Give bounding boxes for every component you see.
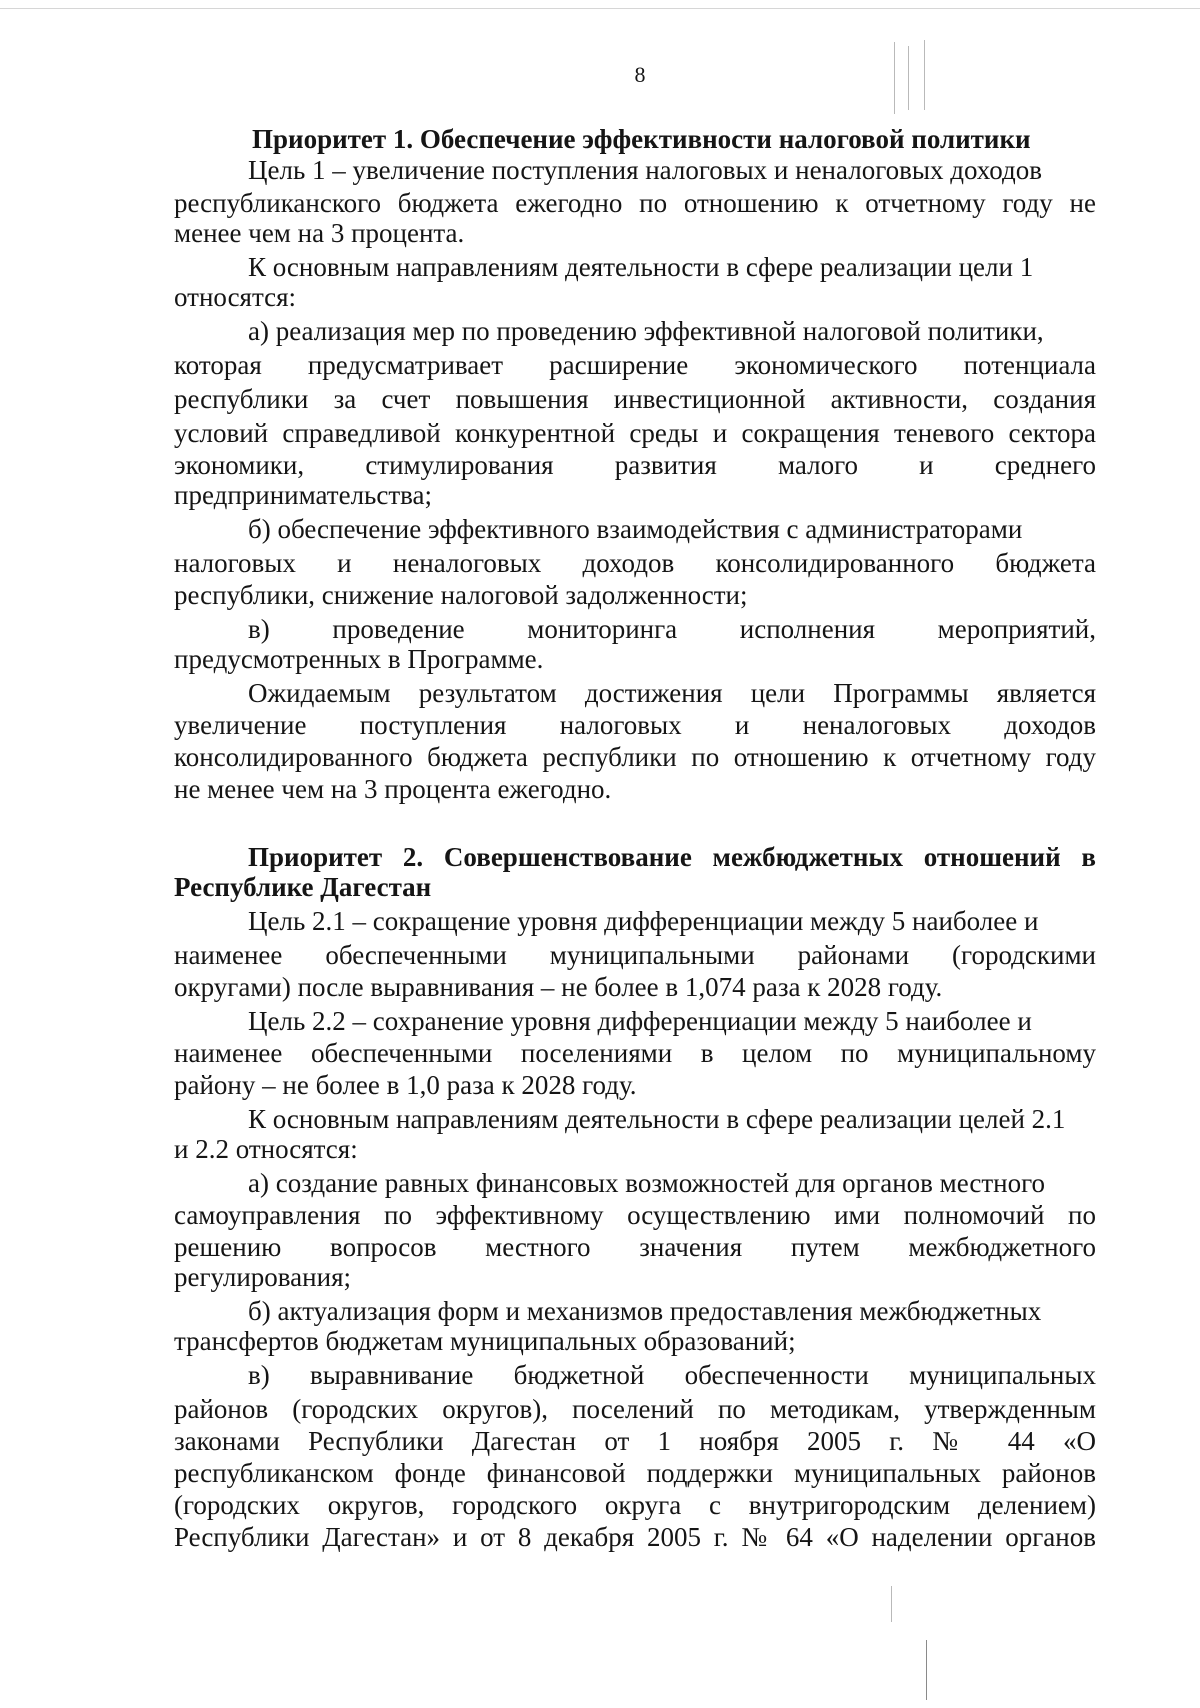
paragraph-line: экономики, стимулирования развития малого и среднего [174, 450, 1096, 480]
paragraph-line: а) реализация мер по проведению эффективной налоговой политики, [248, 316, 1044, 346]
paragraph-line: трансфертов бюджетам муниципальных образований; [174, 1326, 796, 1356]
paragraph-line: К основным направлениям деятельности в сфере реализации цели 1 [248, 252, 1034, 282]
paragraph-line: районов (городских округов), поселений по методикам, утвержденным [174, 1394, 1096, 1424]
paragraph-line: в) проведение мониторинга исполнения мероприятий, [248, 614, 1096, 644]
paragraph-line: увеличение поступления налоговых и неналоговых доходов [174, 710, 1096, 740]
paragraph-line: которая предусматривает расширение экономического потенциала [174, 350, 1096, 380]
paragraph-line: Цель 2.2 – сохранение уровня дифференциации между 5 наиболее и [248, 1006, 1032, 1036]
paragraph-line: условий справедливой конкурентной среды и сокращения теневого сектора [174, 418, 1096, 448]
priority-1-heading: Приоритет 1. Обеспечение эффективности налоговой политики [252, 124, 1031, 154]
paragraph-line: району – не более в 1,0 раза к 2028 году. [174, 1070, 637, 1100]
paragraph-line: республиканского бюджета ежегодно по отношению к отчетному году не [174, 188, 1096, 218]
paragraph-line: самоуправления по эффективному осуществлению ими полномочий по [174, 1200, 1096, 1230]
scan-edge-line [0, 8, 1200, 9]
paragraph-line: налоговых и неналоговых доходов консолидированного бюджета [174, 548, 1096, 578]
paragraph-line: Цель 2.1 – сокращение уровня дифференциации между 5 наиболее и [248, 906, 1039, 936]
paragraph-line: республики, снижение налоговой задолженности; [174, 580, 748, 610]
paragraph-line: и 2.2 относятся: [174, 1134, 358, 1164]
paragraph-line: наименее обеспеченными муниципальными районами (городскими [174, 940, 1096, 970]
page-number: 8 [634, 62, 646, 87]
paragraph-line: республики за счет повышения инвестиционной активности, создания [174, 384, 1096, 414]
paragraph-line: предусмотренных в Программе. [174, 644, 544, 674]
paragraph-line: регулирования; [174, 1262, 351, 1292]
scan-artifact-line [891, 1586, 892, 1622]
paragraph-line: Ожидаемым результатом достижения цели Программы является [248, 678, 1096, 708]
paragraph-line: относятся: [174, 282, 297, 312]
paragraph-line: законами Республики Дагестан от 1 ноября 2005 г. № 44 «О [174, 1426, 1096, 1456]
paragraph-line: (городских округов, городского округа с внутригородским делением) [174, 1490, 1096, 1520]
paragraph-line: округами) после выравнивания – не более в 1,074 раза к 2028 году. [174, 972, 943, 1002]
paragraph-line: предпринимательства; [174, 480, 433, 510]
paragraph-line: К основным направлениям деятельности в сфере реализации целей 2.1 [248, 1104, 1066, 1134]
paragraph-line: б) актуализация форм и механизмов предоставления межбюджетных [248, 1296, 1042, 1326]
paragraph-line: не менее чем на 3 процента ежегодно. [174, 774, 612, 804]
paragraph-line: Цель 1 – увеличение поступления налоговых и неналоговых доходов [248, 155, 1042, 185]
priority-2-heading-continued: Республике Дагестан [174, 872, 432, 902]
paragraph-line: в) выравнивание бюджетной обеспеченности муниципальных [248, 1360, 1096, 1390]
paragraph-line: решению вопросов местного значения путем межбюджетного [174, 1232, 1096, 1262]
paragraph-line: б) обеспечение эффективного взаимодействия с администраторами [248, 514, 1023, 544]
paragraph-line: консолидированного бюджета республики по отношению к отчетному году [174, 742, 1096, 772]
scan-artifact-line [926, 1640, 927, 1700]
paragraph-line: республиканском фонде финансовой поддержки муниципальных районов [174, 1458, 1096, 1488]
paragraph-line: Республики Дагестан» и от 8 декабря 2005 г. № 64 «О наделении органов [174, 1522, 1096, 1552]
priority-2-heading: Приоритет 2. Совершенствование межбюджетных отношений в [248, 842, 1096, 872]
paragraph-line: а) создание равных финансовых возможностей для органов местного [248, 1168, 1046, 1198]
paragraph-line: наименее обеспеченными поселениями в целом по муниципальному [174, 1038, 1096, 1068]
paragraph-line: менее чем на 3 процента. [174, 218, 465, 248]
